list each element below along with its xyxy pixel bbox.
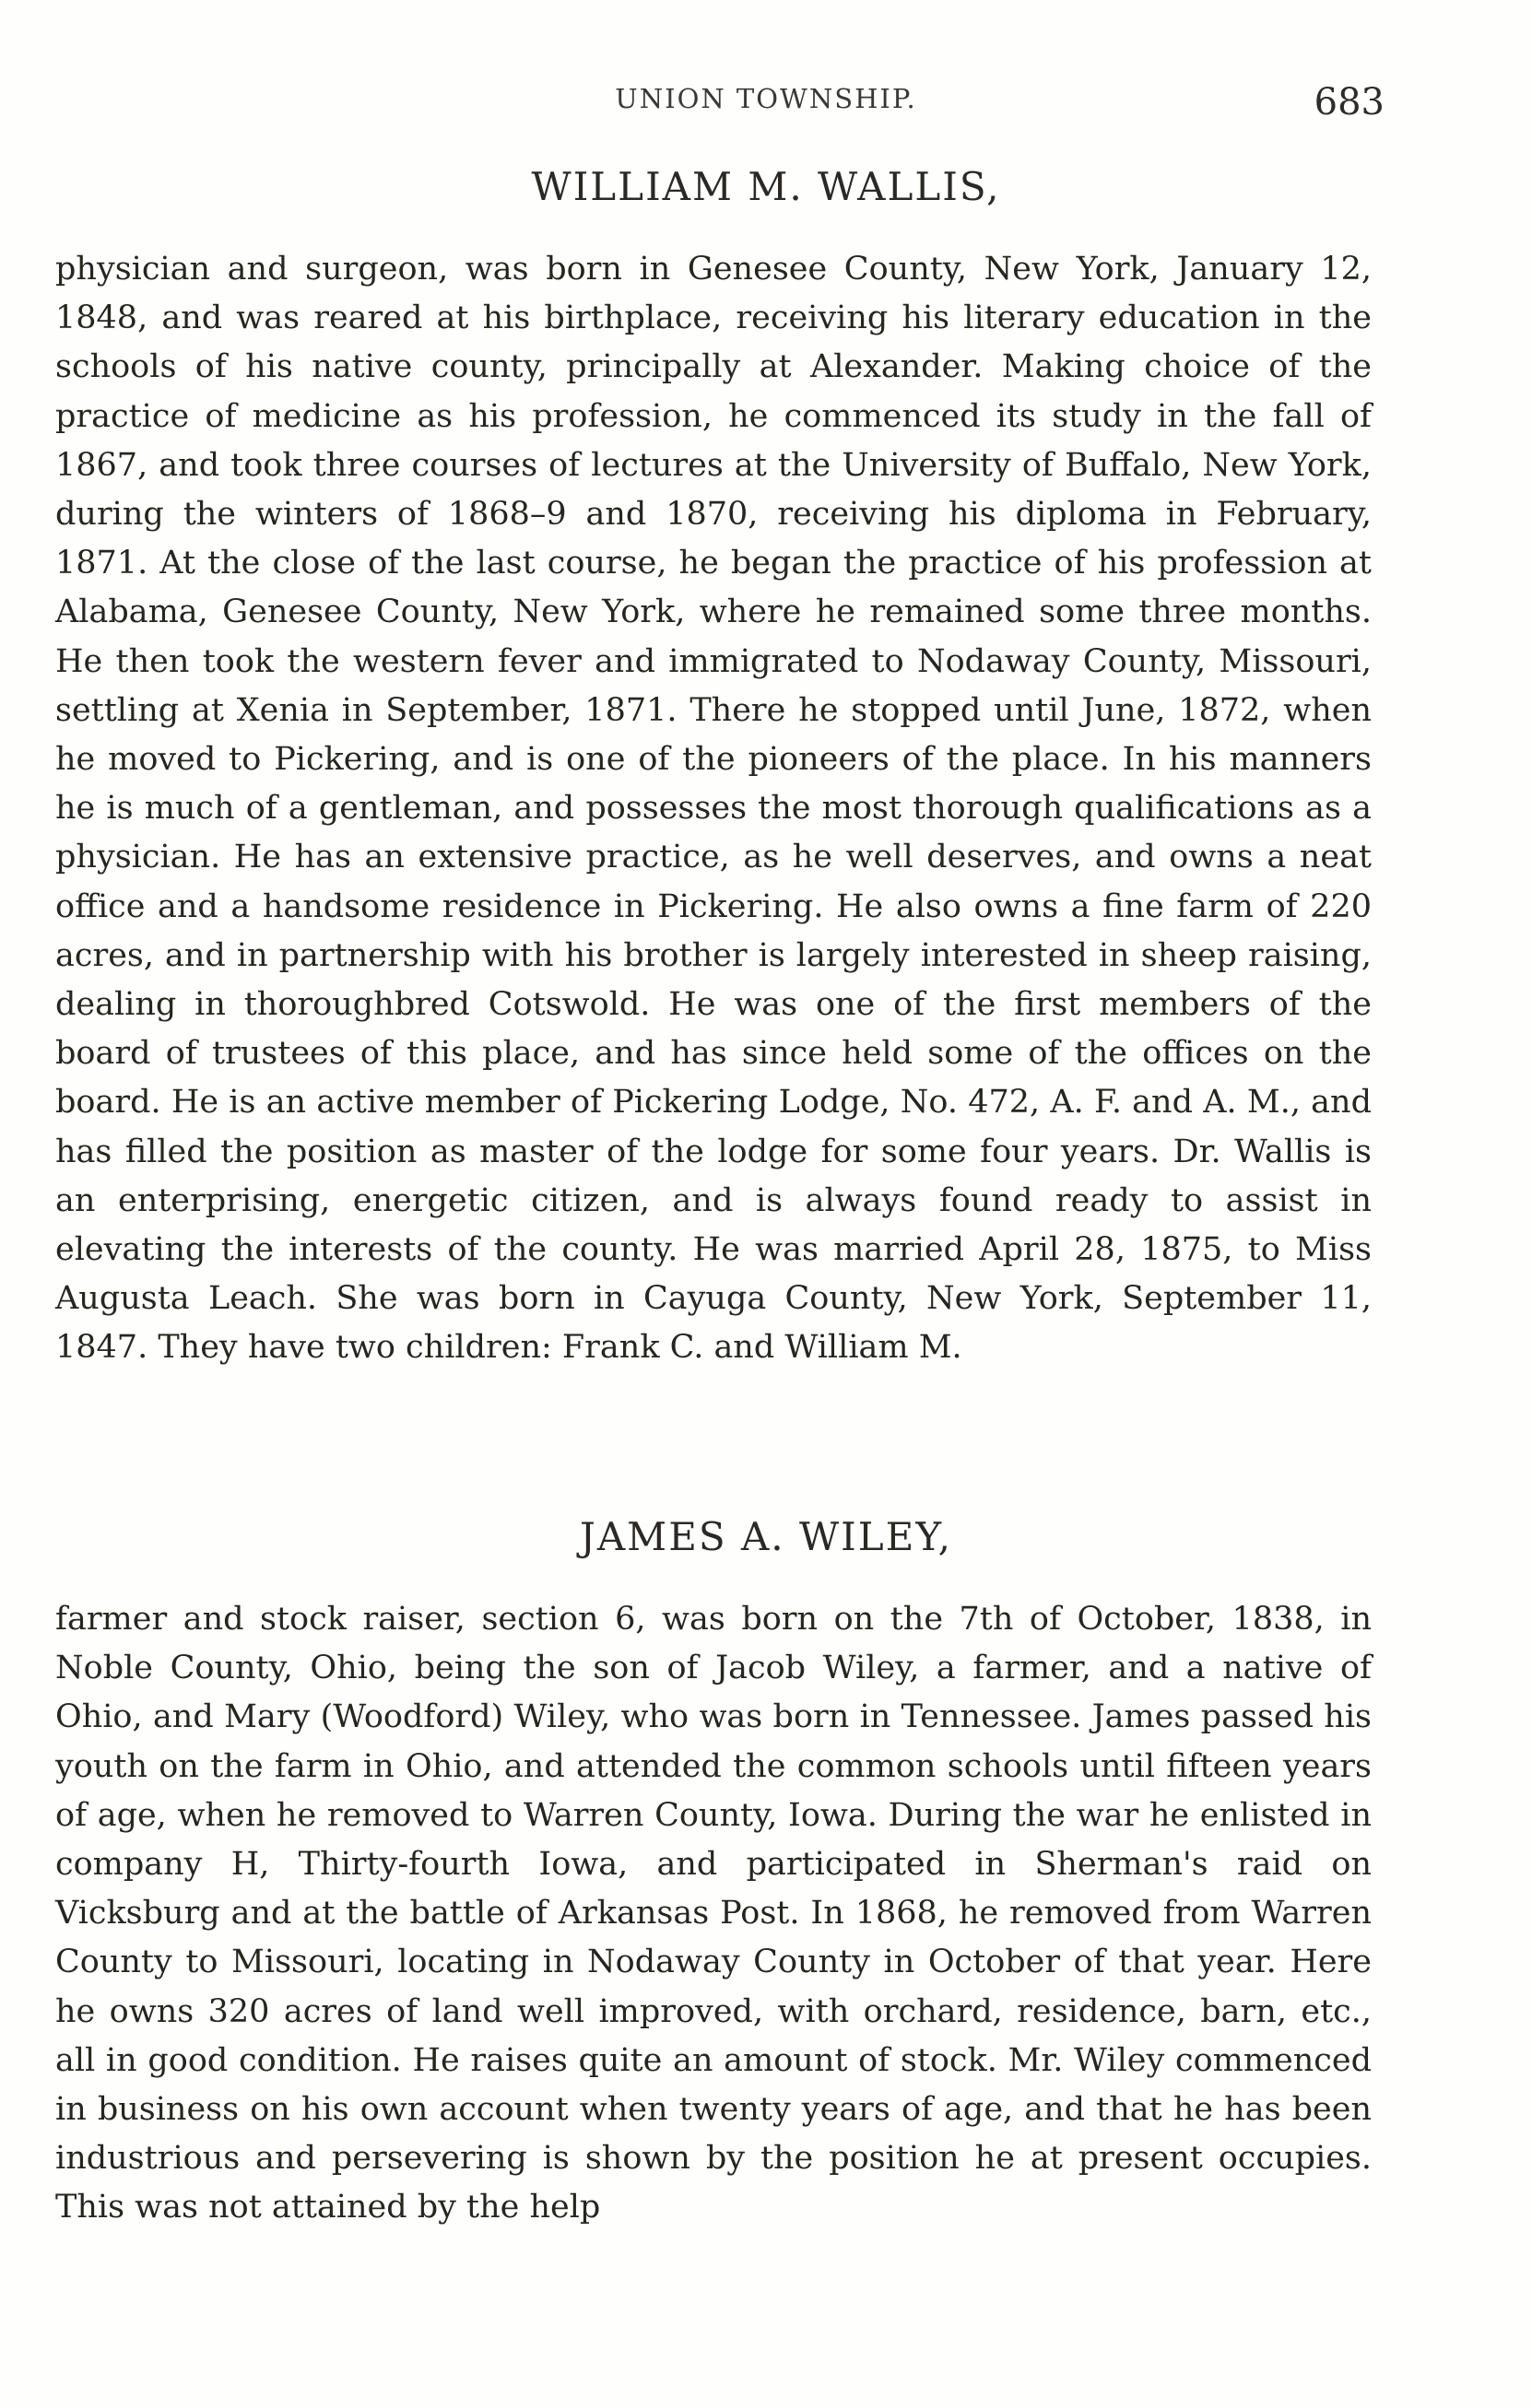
page-number: 683 xyxy=(1314,81,1385,123)
running-title: UNION TOWNSHIP. xyxy=(615,83,917,114)
running-header xyxy=(0,81,1532,123)
biography-heading-wiley: JAMES A. WILEY, xyxy=(580,1514,952,1559)
biography-text-wallis: physician and surgeon, was born in Genesee County, New York, January 12, 1848, and was reared at his birthplace, receiving his literary education in the schools of his native county, principally at Alexander. Making choice of the practice of medicine as his profession, he commenced its study in the fall of 1867, and took three courses of lectures at the University of Buffalo, New York, during the winters of 1868–9 and 1870, receiving his diploma in February, 1871. At the close of the last course, he began the practice of his profession at Alabama, Genesee County, New York, where he remained some three months. He then took the western fever and immigrated to Nodaway County, Missouri, settling at Xenia in September, 1871. There he stopped until June, 1872, when he moved to Pickering, and is one of the pioneers of the place. In his manners he is much of a gentleman, and possesses the most thorough qualifications as a physician. He has an extensive practice, as he well deserves, and owns a neat office and a handsome residence in Pickering. He also owns a fine farm of 220 acres, and in partnership with his brother is largely interested in sheep raising, dealing in thoroughbred Cotswold. He was one of the first members of the board of trustees of this place, and has since held some of the offices on the board. He is an active member of Pickering Lodge, No. 472, A. F. and A. M., and has filled the position as master of the lodge for some four years. Dr. Wallis is an enterprising, energetic citizen, and is always found ready to assist in elevating the interests of the county. He was married April 28, 1875, to Miss Augusta Leach. She was born in Cayuga County, New York, September 11, 1847. They have two children: Frank C. and William M. xyxy=(55,251,1372,1367)
biography-heading-wallis: WILLIAM M. WALLIS, xyxy=(531,164,1001,209)
biography-text-wiley: farmer and stock raiser, section 6, was born on the 7th of October, 1838, in Noble County, Ohio, being the son of Jacob Wiley, a farmer, and a native of Ohio, and Mary (Woodford) Wiley, who was born in Tennessee. James passed his youth on the farm in Ohio, and attended the common schools until fifteen years of age, when he removed to Warren County, Iowa. During the war he enlisted in company H, Thirty-fourth Iowa, and participated in Sherman's raid on Vicksburg and at the battle of Arkansas Post. In 1868, he removed from Warren County to Missouri, locating in Nodaway County in October of that year. Here he owns 320 acres of land well improved, with orchard, residence, barn, etc., all in good condition. He raises quite an amount of stock. Mr. Wiley commenced in business on his own account when twenty years of age, and that he has been industrious and persevering is shown by the position he at present occupies. This was not attained by the help xyxy=(55,1601,1372,2226)
